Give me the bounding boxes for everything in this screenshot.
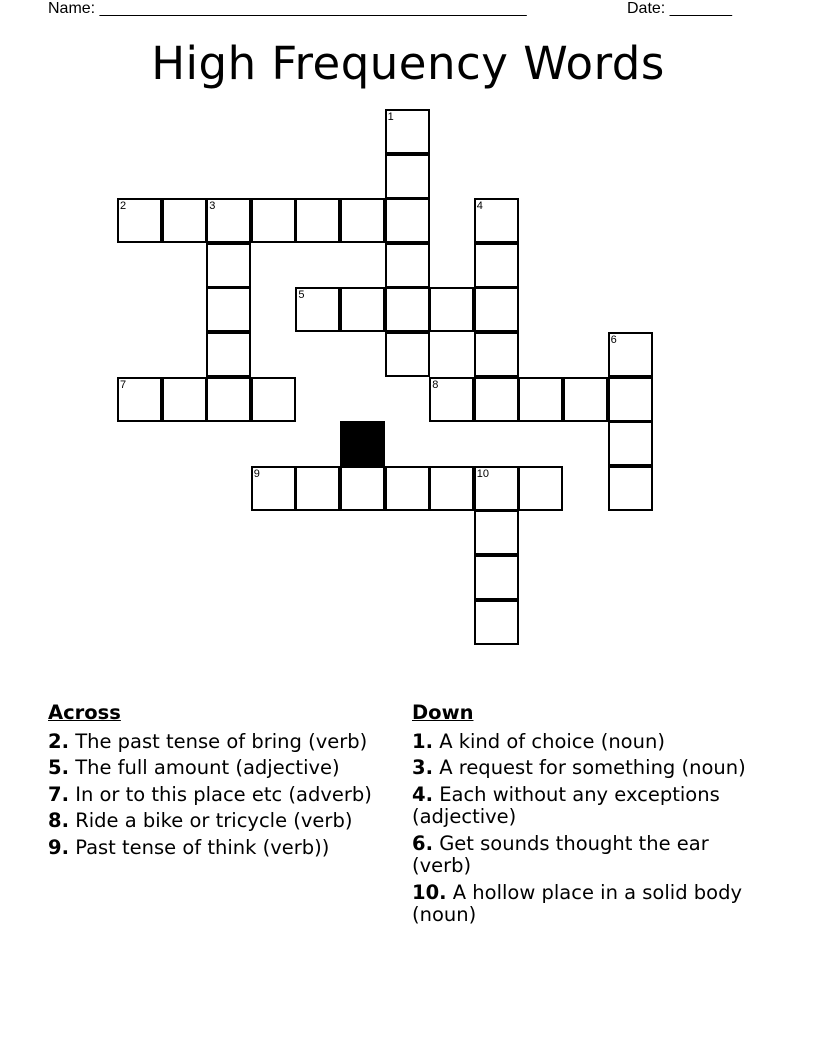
clue-number: 2 (120, 200, 127, 213)
clue-number: 10 (476, 467, 490, 480)
crossword-cell[interactable] (385, 154, 430, 199)
clue-number-label: 8. (48, 809, 69, 832)
clue-number-label: 9. (48, 835, 69, 859)
crossword-cell[interactable] (162, 377, 207, 422)
clue-text: Each without any exceptions (adjective) (412, 782, 720, 828)
clue-text: The full amount (adjective) (75, 756, 340, 779)
crossword-cell[interactable] (474, 377, 519, 422)
crossword-cell[interactable] (385, 287, 430, 332)
crossword-cell[interactable] (206, 287, 251, 332)
crossword-cell[interactable] (162, 198, 207, 243)
crossword-cell[interactable] (429, 377, 474, 422)
down-clue (412, 757, 757, 780)
crossword-cell[interactable] (251, 466, 296, 511)
crossword-cell[interactable] (295, 466, 340, 511)
clue-number-label: 1. (412, 729, 433, 753)
crossword-cell[interactable] (518, 377, 563, 422)
clue-number-label: 5. (48, 756, 69, 779)
clue-text: In or to this place etc (adverb) (75, 782, 372, 806)
crossword-cell[interactable] (608, 421, 653, 466)
crossword-cell[interactable] (518, 466, 563, 511)
across-clue (48, 731, 393, 754)
crossword-cell[interactable] (474, 600, 519, 645)
crossword-cell[interactable] (385, 466, 430, 511)
clue-number: 3 (209, 200, 216, 213)
crossword-cell[interactable] (295, 287, 340, 332)
clue-number-label: 6. (412, 831, 433, 855)
crossword-cell[interactable] (563, 377, 608, 422)
crossword-cell[interactable] (474, 287, 519, 332)
clue-number: 9 (253, 467, 260, 480)
clue-text: A kind of choice (noun) (439, 729, 665, 753)
crossword-cell[interactable] (206, 243, 251, 288)
down-clue (412, 731, 757, 754)
across-clue (48, 784, 393, 807)
clue-number: 6 (610, 334, 617, 346)
crossword-cell[interactable] (608, 377, 653, 422)
crossword-cell[interactable] (385, 109, 430, 154)
clue-text: Get sounds thought the ear (verb) (412, 831, 709, 877)
crossword-cell[interactable] (429, 466, 474, 511)
clue-text: Ride a bike or tricycle (verb) (75, 809, 353, 832)
crossword-cell[interactable] (474, 510, 519, 555)
clue-number: 4 (476, 200, 483, 213)
crossword-cell[interactable] (340, 287, 385, 332)
down-clue (412, 833, 757, 878)
crossword-cell[interactable] (340, 198, 385, 243)
crossword-cell[interactable] (206, 377, 251, 422)
crossword-cell[interactable] (474, 243, 519, 288)
blocked-cell (340, 421, 385, 466)
across-clue (48, 810, 393, 833)
clue-number-label: 2. (48, 729, 69, 753)
page-title: High Frequency Words (151, 37, 665, 90)
across-clue (48, 837, 393, 860)
name-field-label: Name: ________________________________________________ (48, 0, 527, 17)
crossword-cell[interactable] (251, 377, 296, 422)
down-clues (412, 702, 757, 931)
crossword-cell[interactable] (429, 287, 474, 332)
crossword-cell[interactable] (474, 466, 519, 511)
crossword-cell[interactable] (608, 466, 653, 511)
clue-text: Past tense of think (verb)) (75, 835, 330, 859)
clue-number: 1 (387, 111, 394, 123)
crossword-cell[interactable] (206, 198, 251, 243)
clue-number: 5 (298, 289, 305, 302)
crossword-cell[interactable] (117, 198, 162, 243)
clue-number: 8 (432, 378, 439, 391)
crossword-cell[interactable] (474, 332, 519, 377)
crossword-cell[interactable] (206, 332, 251, 377)
crossword-cell[interactable] (251, 198, 296, 243)
clue-text: The past tense of bring (verb) (75, 729, 368, 753)
crossword-cell[interactable] (474, 198, 519, 243)
clue-number-label: 10. (412, 880, 447, 904)
across-clue-list (48, 731, 393, 860)
down-clue-list (412, 731, 757, 927)
date-field-label: Date: _______ (627, 0, 732, 17)
down-clue (412, 882, 757, 927)
clue-number-label: 7. (48, 782, 69, 806)
crossword-cell[interactable] (385, 243, 430, 288)
clue-number-label: 4. (412, 782, 433, 806)
clue-text: A request for something (noun) (439, 756, 746, 779)
clue-number-label: 3. (412, 756, 433, 779)
crossword-cell[interactable] (295, 198, 340, 243)
crossword-cell[interactable] (608, 332, 653, 377)
across-clues (48, 702, 393, 863)
down-heading: Down (412, 701, 474, 724)
crossword-cell[interactable] (474, 555, 519, 600)
down-clue (412, 784, 757, 829)
crossword-cell[interactable] (340, 466, 385, 511)
across-heading: Across (48, 701, 121, 724)
clue-text: A hollow place in a solid body (noun) (412, 880, 743, 926)
across-clue (48, 757, 393, 780)
crossword-cell[interactable] (385, 332, 430, 377)
crossword-cell[interactable] (117, 377, 162, 422)
clue-number: 7 (120, 378, 127, 391)
crossword-cell[interactable] (385, 198, 430, 243)
